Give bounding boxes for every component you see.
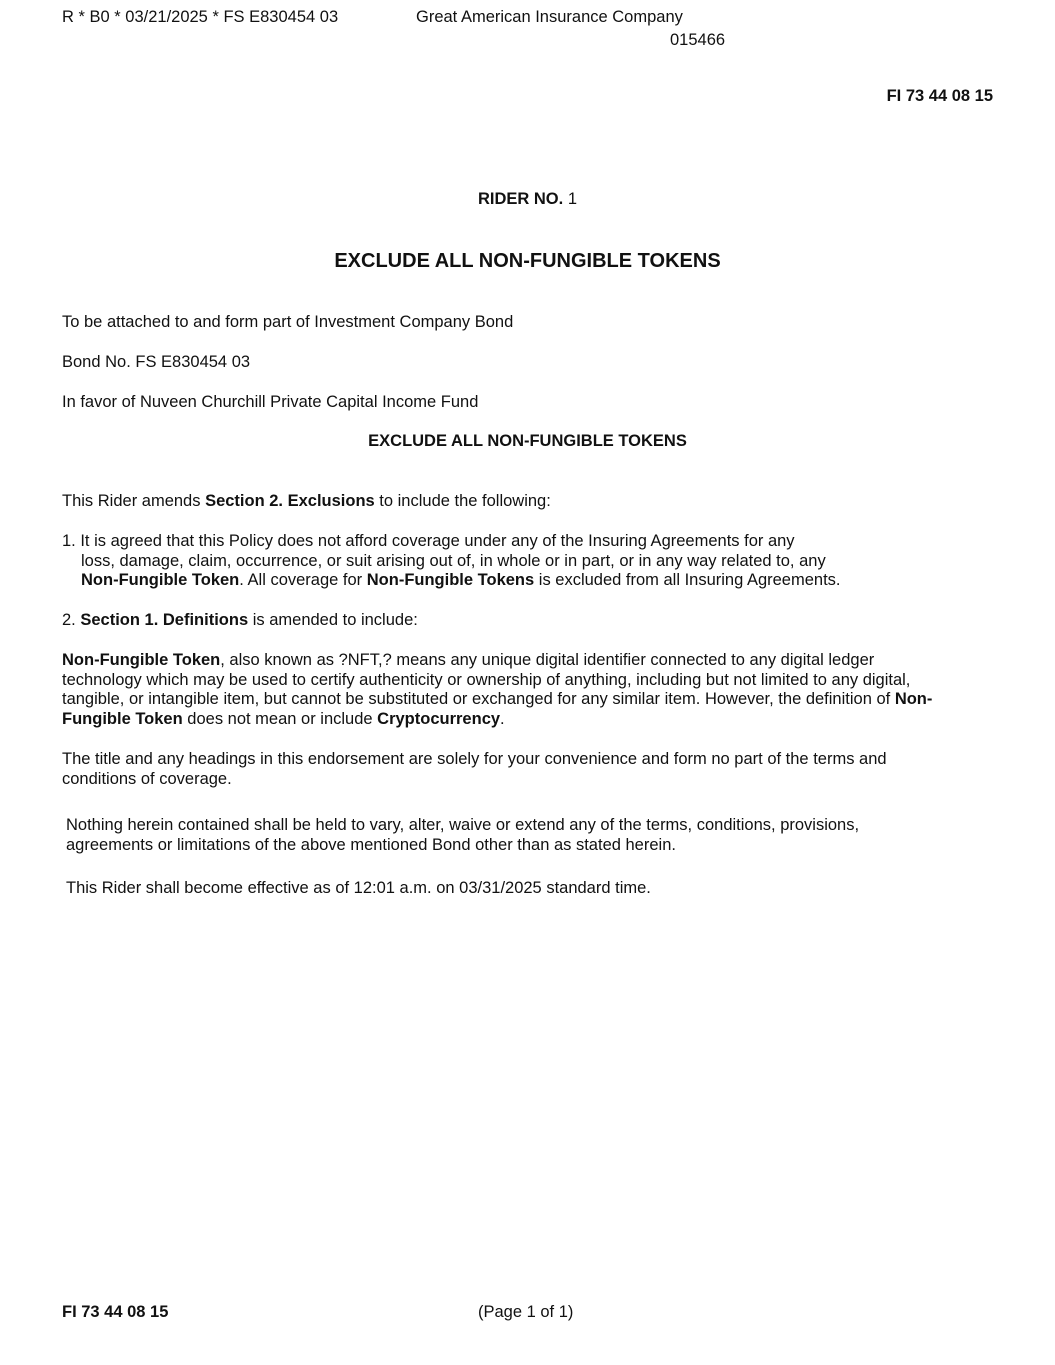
amends-section: Section 2. Exclusions [205, 492, 375, 510]
rider-label: RIDER NO. [477, 190, 564, 208]
def-term-2: Non-Fungible Token [62, 690, 933, 728]
form-number-bottom: FI 73 44 08 15 [62, 1303, 169, 1321]
exclusion-item-2 [62, 611, 418, 630]
company-code: 015466 [670, 31, 726, 49]
nothing-herein-paragraph: Nothing herein contained shall be held to vary, alter, waive or extend any of the terms, conditions, provisions, agreements or limitations of the above mentioned Bond other than as stated herein. [66, 816, 860, 854]
item1-line1: 1. It is agreed that this Policy does not afford coverage under any of the Insuring Agreements for any [62, 532, 795, 550]
page-indicator: (Page 1 of 1) [478, 1303, 574, 1321]
bond-number: Bond No. FS E830454 03 [62, 353, 251, 371]
item2-post: is amended to include: [248, 611, 418, 629]
company-name: Great American Insurance Company [416, 8, 683, 26]
def-text-1: , also known as ?NFT,? means any unique digital identifier connected to any digital ledger technology which may be used to certify authenticity or ownership of anything, including but not limited to any digital, tangible, or intangible item, but cannot be substituted or exchanged for any similar item. However, the definition of [62, 651, 911, 709]
def-cryptocurrency: Cryptocurrency [377, 709, 501, 728]
amends-pre: This Rider amends [62, 492, 206, 510]
item1-term-plural: Non-Fungible Tokens [366, 571, 535, 590]
def-text-2: does not mean or include [182, 709, 378, 728]
rider-number: 1 [567, 190, 578, 208]
item1-term: Non-Fungible Token [81, 571, 240, 590]
item1-line3 [62, 571, 962, 591]
effective-date: This Rider shall become effective as of 12:01 a.m. on 03/31/2025 standard time. [66, 879, 651, 897]
def-text-3: . [500, 709, 505, 728]
headings-paragraph: The title and any headings in this endorsement are solely for your convenience and form no part of the terms and conditions of coverage. [62, 750, 887, 788]
attachment-text: To be attached to and form part of Investment Company Bond [62, 313, 514, 331]
item1-line2: loss, damage, claim, occurrence, or suit arising out of, in whole or in part, or in any way related to, any [81, 551, 826, 570]
item1-end: is excluded from all Insuring Agreements. [534, 571, 841, 590]
amends-post: to include the following: [374, 492, 551, 510]
item2-pre: 2. [62, 611, 81, 629]
form-number-top: FI 73 44 08 15 [886, 87, 993, 105]
exclusion-item-1 [62, 532, 962, 591]
rider-number-line [0, 190, 1055, 209]
rider-title: EXCLUDE ALL NON-FUNGIBLE TOKENS [334, 250, 721, 272]
insured-name: In favor of Nuveen Churchill Private Capital Income Fund [62, 393, 479, 411]
amends-paragraph [62, 492, 551, 511]
def-term: Non-Fungible Token [62, 651, 221, 669]
document-reference: R * B0 * 03/21/2025 * FS E830454 03 [62, 8, 339, 26]
definition-paragraph [62, 651, 957, 729]
item2-section: Section 1. Definitions [80, 611, 249, 629]
item1-mid: . All coverage for [239, 571, 367, 590]
section-title: EXCLUDE ALL NON-FUNGIBLE TOKENS [368, 432, 687, 450]
